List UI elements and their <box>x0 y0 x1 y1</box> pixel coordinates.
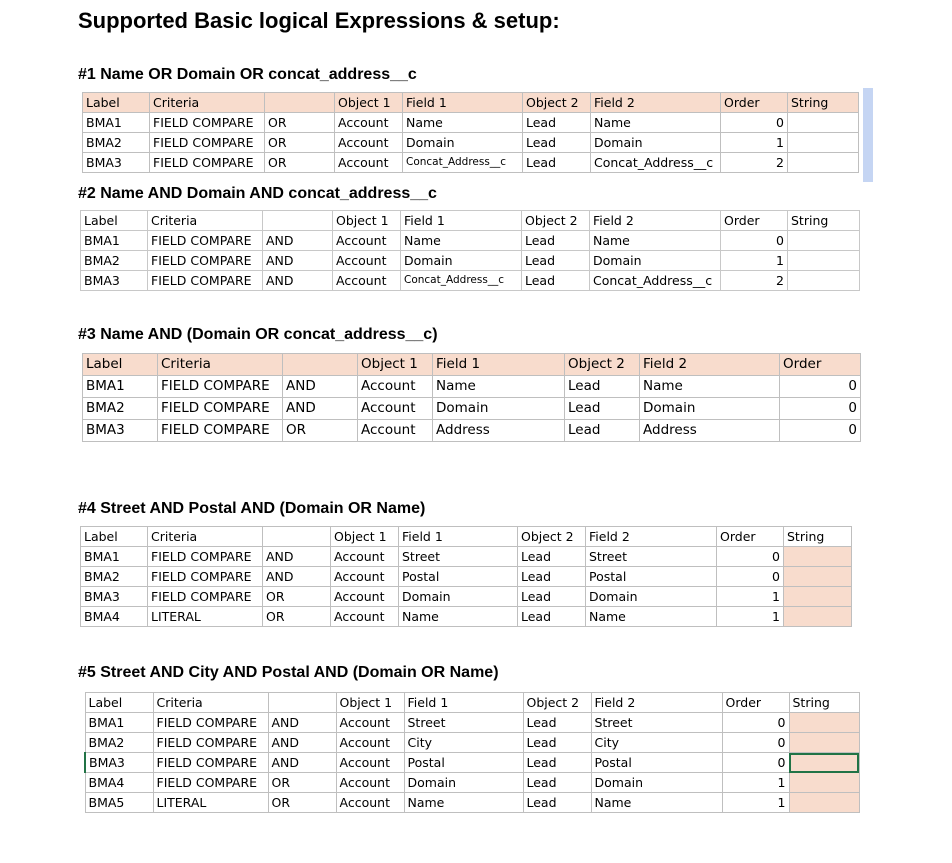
cell[interactable]: Lead <box>565 376 640 398</box>
table-row <box>85 753 859 773</box>
cell[interactable]: Lead <box>518 587 586 607</box>
col-header-criteria: Criteria <box>148 211 263 231</box>
cell[interactable]: 2 <box>721 153 788 173</box>
cell[interactable]: BMA1 <box>85 713 153 733</box>
col-header-object2: Object 2 <box>518 527 586 547</box>
cell[interactable]: Name <box>403 113 523 133</box>
cell[interactable]: 1 <box>717 587 784 607</box>
cell[interactable]: Lead <box>523 793 591 813</box>
cell[interactable]: FIELD COMPARE <box>158 420 283 442</box>
cell[interactable] <box>788 271 860 291</box>
cell[interactable]: Domain <box>403 133 523 153</box>
cell[interactable]: Name <box>433 376 565 398</box>
cell[interactable]: FIELD COMPARE <box>153 773 268 793</box>
cell[interactable] <box>788 113 859 133</box>
col-header-field1: Field 1 <box>403 93 523 113</box>
table-row <box>83 420 861 442</box>
cell[interactable]: Account <box>331 607 399 627</box>
cell[interactable] <box>788 251 860 271</box>
table-header-row <box>81 527 852 547</box>
cell[interactable]: Lead <box>523 153 591 173</box>
cell[interactable]: Lead <box>565 398 640 420</box>
table-header-row <box>81 211 860 231</box>
cell[interactable]: AND <box>268 733 336 753</box>
selection-highlight <box>863 88 873 182</box>
selected-cell[interactable] <box>789 753 859 773</box>
cell[interactable]: FIELD COMPARE <box>153 713 268 733</box>
cell[interactable]: 0 <box>780 376 861 398</box>
cell[interactable]: BMA1 <box>83 376 158 398</box>
cell[interactable]: FIELD COMPARE <box>150 113 265 133</box>
cell[interactable] <box>784 547 852 567</box>
cell[interactable]: Street <box>586 547 717 567</box>
col-header-blank <box>263 211 333 231</box>
cell[interactable] <box>789 733 859 753</box>
section-3-heading: #3 Name AND (Domain OR concat_address__c) <box>78 326 438 343</box>
cell[interactable] <box>789 793 859 813</box>
cell[interactable]: OR <box>283 420 358 442</box>
cell[interactable]: 0 <box>722 733 789 753</box>
cell[interactable]: AND <box>263 271 333 291</box>
cell[interactable]: BMA1 <box>81 547 148 567</box>
cell[interactable]: 0 <box>717 547 784 567</box>
cell[interactable]: Name <box>399 607 518 627</box>
cell[interactable]: Street <box>399 547 518 567</box>
cell[interactable]: FIELD COMPARE <box>148 567 263 587</box>
table-row <box>83 398 861 420</box>
col-header-object2: Object 2 <box>565 354 640 376</box>
cell[interactable]: Lead <box>518 547 586 567</box>
col-header-object1: Object 1 <box>358 354 433 376</box>
table-4 <box>80 526 852 627</box>
cell[interactable]: 1 <box>721 251 788 271</box>
cell[interactable]: Account <box>358 376 433 398</box>
cell[interactable]: Name <box>401 231 522 251</box>
cell[interactable]: FIELD COMPARE <box>148 271 263 291</box>
cell[interactable]: AND <box>263 231 333 251</box>
cell[interactable]: Postal <box>591 753 722 773</box>
col-header-order: Order <box>722 693 789 713</box>
table-5 <box>84 692 860 813</box>
cell[interactable]: BMA4 <box>85 773 153 793</box>
col-header-label: Label <box>83 354 158 376</box>
cell[interactable]: 0 <box>722 713 789 733</box>
cell[interactable]: LITERAL <box>153 793 268 813</box>
col-header-label: Label <box>85 693 153 713</box>
col-header-blank <box>283 354 358 376</box>
cell[interactable]: Name <box>591 113 721 133</box>
col-header-label: Label <box>81 527 148 547</box>
cell[interactable]: Name <box>586 607 717 627</box>
cell[interactable]: FIELD COMPARE <box>150 153 265 173</box>
col-header-criteria: Criteria <box>148 527 263 547</box>
cell[interactable]: Account <box>331 567 399 587</box>
cell[interactable]: Name <box>591 793 722 813</box>
table-header-row <box>85 693 859 713</box>
table-row <box>81 547 852 567</box>
table-row <box>85 733 859 753</box>
cell[interactable]: FIELD COMPARE <box>148 587 263 607</box>
cell[interactable]: Domain <box>640 398 780 420</box>
cell[interactable]: Account <box>333 251 401 271</box>
cell[interactable]: 0 <box>721 113 788 133</box>
col-header-field1: Field 1 <box>404 693 523 713</box>
cell[interactable]: Lead <box>565 420 640 442</box>
col-header-field1: Field 1 <box>433 354 565 376</box>
cell[interactable]: Account <box>358 420 433 442</box>
cell[interactable]: 2 <box>721 271 788 291</box>
cell[interactable]: Lead <box>518 607 586 627</box>
col-header-field2: Field 2 <box>591 693 722 713</box>
col-header-blank <box>265 93 335 113</box>
cell[interactable]: Domain <box>591 773 722 793</box>
cell[interactable]: FIELD COMPARE <box>148 251 263 271</box>
cell[interactable]: AND <box>263 547 331 567</box>
section-2-heading: #2 Name AND Domain AND concat_address__c <box>78 185 437 202</box>
cell[interactable]: 0 <box>721 231 788 251</box>
cell[interactable]: Concat_Address__c <box>590 271 721 291</box>
section-5-heading: #5 Street AND City AND Postal AND (Domain OR Name) <box>78 664 499 681</box>
col-header-criteria: Criteria <box>158 354 283 376</box>
page-title: Supported Basic logical Expressions & setup: <box>78 8 560 33</box>
table-row <box>85 773 859 793</box>
cell[interactable]: Account <box>333 271 401 291</box>
cell[interactable]: Concat_Address__c <box>591 153 721 173</box>
table-1 <box>82 92 859 173</box>
col-header-field2: Field 2 <box>640 354 780 376</box>
cell[interactable]: Account <box>336 753 404 773</box>
cell[interactable]: Account <box>336 773 404 793</box>
table-row <box>83 153 859 173</box>
cell[interactable] <box>788 133 859 153</box>
table-row <box>81 567 852 587</box>
cell[interactable] <box>789 713 859 733</box>
table-header-row <box>83 93 859 113</box>
cell[interactable] <box>788 153 859 173</box>
cell[interactable]: Street <box>591 713 722 733</box>
cell[interactable] <box>784 567 852 587</box>
cell[interactable]: OR <box>265 133 335 153</box>
cell[interactable]: 0 <box>780 398 861 420</box>
section-4-heading: #4 Street AND Postal AND (Domain OR Name) <box>78 500 426 517</box>
cell[interactable]: BMA4 <box>81 607 148 627</box>
cell[interactable]: Lead <box>523 113 591 133</box>
cell[interactable]: Postal <box>404 753 523 773</box>
cell[interactable]: Lead <box>523 713 591 733</box>
cell[interactable]: AND <box>268 753 336 773</box>
cell[interactable]: Street <box>404 713 523 733</box>
cell[interactable]: Postal <box>399 567 518 587</box>
cell[interactable]: OR <box>268 793 336 813</box>
cell[interactable]: Name <box>640 376 780 398</box>
cell[interactable]: City <box>404 733 523 753</box>
cell[interactable]: Postal <box>586 567 717 587</box>
cell[interactable]: Domain <box>591 133 721 153</box>
cell[interactable] <box>788 231 860 251</box>
cell[interactable]: Account <box>333 231 401 251</box>
cell[interactable]: 0 <box>717 567 784 587</box>
cell[interactable]: Lead <box>522 231 590 251</box>
cell[interactable]: FIELD COMPARE <box>153 733 268 753</box>
table-header-row <box>83 354 861 376</box>
col-header-object1: Object 1 <box>333 211 401 231</box>
table-row <box>83 133 859 153</box>
cell[interactable]: Concat_Address__c <box>401 271 522 291</box>
col-header-order: Order <box>721 211 788 231</box>
col-header-string: String <box>784 527 852 547</box>
cell[interactable]: FIELD COMPARE <box>148 231 263 251</box>
cell[interactable]: BMA2 <box>83 133 150 153</box>
cell[interactable]: AND <box>283 398 358 420</box>
col-header-string: String <box>788 211 860 231</box>
table-row <box>81 271 860 291</box>
col-header-criteria: Criteria <box>150 93 265 113</box>
cell[interactable]: Account <box>331 547 399 567</box>
cell[interactable]: Name <box>590 231 721 251</box>
cell[interactable]: Lead <box>523 733 591 753</box>
cell[interactable]: Lead <box>522 251 590 271</box>
col-header-string: String <box>788 93 859 113</box>
cell[interactable]: Lead <box>518 567 586 587</box>
cell[interactable]: OR <box>263 607 331 627</box>
col-header-field2: Field 2 <box>590 211 721 231</box>
cell[interactable]: FIELD COMPARE <box>158 398 283 420</box>
cell[interactable]: Account <box>335 133 403 153</box>
cell[interactable]: 1 <box>721 133 788 153</box>
col-header-blank <box>268 693 336 713</box>
table-row <box>81 607 852 627</box>
table-row <box>83 113 859 133</box>
table-row <box>85 713 859 733</box>
cell[interactable]: OR <box>265 153 335 173</box>
col-header-order: Order <box>717 527 784 547</box>
cell[interactable]: FIELD COMPARE <box>153 753 268 773</box>
table-row <box>83 376 861 398</box>
cell[interactable]: Lead <box>522 271 590 291</box>
cell[interactable]: BMA3 <box>83 420 158 442</box>
cell[interactable]: BMA3 <box>81 587 148 607</box>
cell[interactable]: FIELD COMPARE <box>150 133 265 153</box>
cell[interactable]: 1 <box>722 793 789 813</box>
cell[interactable]: Account <box>336 793 404 813</box>
cell[interactable]: LITERAL <box>148 607 263 627</box>
cell[interactable]: OR <box>263 587 331 607</box>
table-row <box>85 793 859 813</box>
cell[interactable]: AND <box>263 251 333 271</box>
col-header-label: Label <box>83 93 150 113</box>
col-header-criteria: Criteria <box>153 693 268 713</box>
col-header-order: Order <box>721 93 788 113</box>
cell[interactable]: Lead <box>523 753 591 773</box>
cell[interactable]: BMA1 <box>81 231 148 251</box>
cell[interactable]: BMA2 <box>81 567 148 587</box>
col-header-field2: Field 2 <box>591 93 721 113</box>
col-header-object1: Object 1 <box>335 93 403 113</box>
col-header-order: Order <box>780 354 861 376</box>
col-header-object2: Object 2 <box>522 211 590 231</box>
cell[interactable]: BMA3 <box>83 153 150 173</box>
cell[interactable]: Lead <box>523 773 591 793</box>
table-row <box>81 251 860 271</box>
cell[interactable]: Domain <box>404 773 523 793</box>
table-3 <box>82 353 861 442</box>
cell[interactable]: FIELD COMPARE <box>158 376 283 398</box>
cell[interactable]: Domain <box>399 587 518 607</box>
cell[interactable]: Account <box>335 113 403 133</box>
cell[interactable]: BMA3 <box>81 271 148 291</box>
cell[interactable]: AND <box>268 713 336 733</box>
cell[interactable]: 1 <box>722 773 789 793</box>
cell[interactable]: FIELD COMPARE <box>148 547 263 567</box>
cell[interactable]: Domain <box>433 398 565 420</box>
cell[interactable]: Lead <box>523 133 591 153</box>
cell[interactable]: Domain <box>401 251 522 271</box>
cell[interactable]: Address <box>433 420 565 442</box>
cell[interactable]: Address <box>640 420 780 442</box>
cell[interactable]: 0 <box>722 753 789 773</box>
cell[interactable] <box>784 607 852 627</box>
cell[interactable] <box>789 773 859 793</box>
cell[interactable]: AND <box>263 567 331 587</box>
col-header-field1: Field 1 <box>401 211 522 231</box>
cell[interactable]: 1 <box>717 607 784 627</box>
cell[interactable]: BMA3 <box>85 753 153 773</box>
cell[interactable]: Account <box>335 153 403 173</box>
cell[interactable]: Account <box>331 587 399 607</box>
col-header-field1: Field 1 <box>399 527 518 547</box>
col-header-object2: Object 2 <box>523 693 591 713</box>
cell[interactable] <box>784 587 852 607</box>
col-header-label: Label <box>81 211 148 231</box>
col-header-blank <box>263 527 331 547</box>
cell[interactable]: Account <box>336 733 404 753</box>
cell[interactable]: BMA2 <box>85 733 153 753</box>
col-header-field2: Field 2 <box>586 527 717 547</box>
col-header-object2: Object 2 <box>523 93 591 113</box>
col-header-object1: Object 1 <box>336 693 404 713</box>
cell[interactable]: City <box>591 733 722 753</box>
cell[interactable]: Account <box>358 398 433 420</box>
table-row <box>81 231 860 251</box>
cell[interactable]: Domain <box>590 251 721 271</box>
table-row <box>81 587 852 607</box>
cell[interactable]: Domain <box>586 587 717 607</box>
cell[interactable]: BMA2 <box>83 398 158 420</box>
cell[interactable]: Name <box>404 793 523 813</box>
cell[interactable]: Account <box>336 713 404 733</box>
cell[interactable]: BMA2 <box>81 251 148 271</box>
cell[interactable]: OR <box>268 773 336 793</box>
cell[interactable]: 0 <box>780 420 861 442</box>
cell[interactable]: AND <box>283 376 358 398</box>
cell[interactable]: BMA1 <box>83 113 150 133</box>
col-header-object1: Object 1 <box>331 527 399 547</box>
col-header-string: String <box>789 693 859 713</box>
cell[interactable]: Concat_Address__c <box>403 153 523 173</box>
cell[interactable]: BMA5 <box>85 793 153 813</box>
section-1-heading: #1 Name OR Domain OR concat_address__c <box>78 66 417 83</box>
table-2 <box>80 210 860 291</box>
cell[interactable]: OR <box>265 113 335 133</box>
